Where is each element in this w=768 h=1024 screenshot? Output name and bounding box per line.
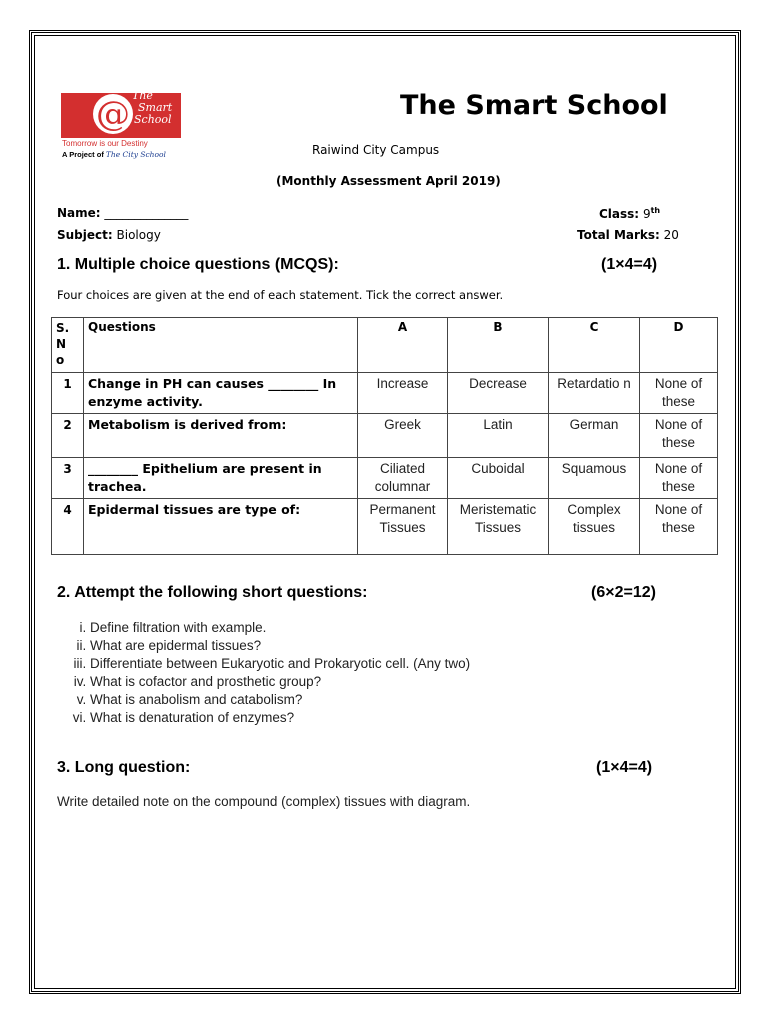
section1-marks: (1×4=4): [601, 256, 658, 273]
section2-marks: (6×2=12): [591, 584, 656, 601]
table-row: 2 Metabolism is derived from: Greek Latin German None of these: [52, 414, 718, 458]
section1-instruction: Four choices are given at the end of each statement. Tick the correct answer.: [57, 288, 504, 302]
mcq-table: [51, 317, 718, 555]
school-name: The Smart School: [400, 90, 668, 121]
logo-name: The Smart School: [132, 89, 173, 126]
section3-marks: (1×4=4): [596, 759, 653, 776]
list-item: vi. What is denaturation of enzymes?: [90, 709, 470, 727]
name-line: Name: ______________: [57, 206, 189, 220]
list-item: ii. What are epidermal tissues?: [90, 637, 470, 655]
at-symbol-icon: @: [93, 94, 133, 134]
section3-title: 3. Long question:: [57, 759, 191, 776]
table-row: 1 Change in PH can causes ________ In enzyme activity. Increase Decrease Retardatio n None of these: [52, 373, 718, 414]
col-header-c: C: [549, 318, 640, 373]
total-marks-line: Total Marks: 20: [577, 228, 679, 242]
list-item: iv. What is cofactor and prosthetic group?: [90, 673, 470, 691]
long-question: Write detailed note on the compound (complex) tissues with diagram.: [57, 794, 471, 809]
col-header-a: A: [358, 318, 448, 373]
campus-name: Raiwind City Campus: [312, 143, 440, 157]
col-header-d: D: [640, 318, 718, 373]
class-line: Class: 9th: [599, 206, 661, 221]
table-row: 4 Epidermal tissues are type of: Permanent Tissues Meristematic Tissues Complex tissues None of these: [52, 499, 718, 555]
col-header-questions: Questions: [84, 318, 358, 373]
col-header-b: B: [448, 318, 549, 373]
logo-tagline: Tomorrow is our Destiny: [62, 139, 148, 148]
list-item: i. Define filtration with example.: [90, 619, 470, 637]
table-header-row: [52, 318, 718, 373]
assessment-title: (Monthly Assessment April 2019): [276, 174, 501, 188]
section1-title: 1. Multiple choice questions (MCQS):: [57, 256, 339, 273]
logo-project: A Project of The City School: [62, 150, 166, 159]
list-item: iii. Differentiate between Eukaryotic and Prokaryotic cell. (Any two): [90, 655, 470, 673]
list-item: v. What is anabolism and catabolism?: [90, 691, 470, 709]
table-row: 3 ________ Epithelium are present in trachea. Ciliated columnar Cuboidal Squamous None of these: [52, 458, 718, 499]
short-questions-list: [48, 619, 470, 727]
subject-line: Subject: Biology: [57, 228, 161, 242]
section2-title: 2. Attempt the following short questions:: [57, 584, 368, 601]
col-header-sno: S. N o: [52, 318, 84, 373]
